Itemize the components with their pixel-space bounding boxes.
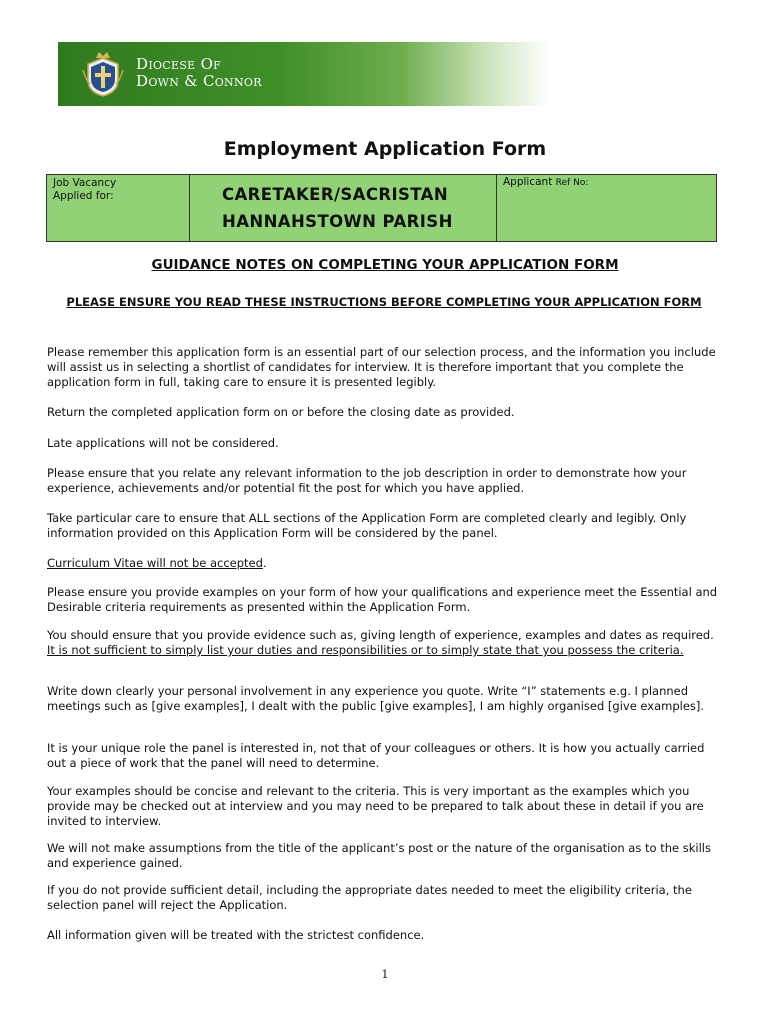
paragraph-late-applications: Late applications will not be considered. [47, 436, 279, 450]
evidence-text: You should ensure that you provide evidence such as, giving length of experience, examples and dates as required. [47, 628, 714, 642]
applicant-ref-cell[interactable] [497, 175, 717, 242]
evidence-underlined-text: It is not sufficient to simply list your duties and responsibilities or to simply state that you possess the criteria. [47, 643, 684, 657]
diocesan-crest-icon [80, 50, 126, 98]
paragraph-provide-examples: Please ensure you provide examples on your form of how your qualifications and experience meet the Essential and Desirable criteria requirements as presented within the Application Form. [47, 585, 718, 614]
diocese-name-line1: Diocese Of [136, 55, 222, 73]
vacancy-job-cell [190, 175, 497, 242]
page-number: 1 [381, 968, 389, 981]
paragraph-confidence: All information given will be treated with the strictest confidence. [47, 928, 425, 942]
vacancy-table [46, 174, 717, 242]
form-title: Employment Application Form [223, 138, 547, 160]
vacancy-label-line1: Job Vacancy [53, 177, 117, 189]
instructions-heading: PLEASE ENSURE YOU READ THESE INSTRUCTIONS BEFORE COMPLETING YOUR APPLICATION FORM [66, 295, 702, 309]
diocese-name-line2: Down & Connor [136, 72, 262, 90]
paragraph-selection-process: Please remember this application form is an essential part of our selection process, and the information you include will assist us in selecting a shortlist of candidates for interview. It is therefore important that you complete the application form in full, taking care to ensure it is presented legibly. [47, 345, 716, 389]
applicant-ref-label-small: Ref No: [555, 178, 589, 188]
paragraph-provide-evidence [47, 628, 723, 658]
parish-name: HANNAHSTOWN PARISH [222, 212, 453, 231]
vacancy-label-line2: Applied for: [53, 190, 114, 202]
paragraph-concise-examples: Your examples should be concise and relevant to the criteria. This is very important as the examples which you provide may be checked out at interview and you may need to be prepared to talk about these in detail if you are invited to interview. [47, 784, 704, 828]
paragraph-return-form: Return the completed application form on or before the closing date as provided. [47, 405, 515, 419]
paragraph-unique-role: It is your unique role the panel is interested in, not that of your colleagues or others. It is how you actually carried out a piece of work that the panel will need to determine. [47, 741, 705, 770]
guidance-title: GUIDANCE NOTES ON COMPLETING YOUR APPLICATION FORM [151, 257, 619, 273]
cv-not-accepted-text: Curriculum Vitae will not be accepted [47, 556, 263, 570]
paragraph-cv-not-accepted [47, 556, 723, 571]
paragraph-no-assumptions: We will not make assumptions from the title of the applicant’s post or the nature of the organisation as to the skills and experience gained. [47, 841, 711, 870]
diocese-banner [58, 42, 550, 106]
applicant-ref-label: Applicant [503, 176, 553, 188]
paragraph-relate-information: Please ensure that you relate any relevant information to the job description in order to demonstrate how your experience, achievements and/or potential fit the post for which you have applied. [47, 466, 687, 495]
diocese-name [136, 56, 262, 90]
paragraph-sufficient-detail: If you do not provide sufficient detail, including the appropriate dates needed to meet the eligibility criteria, the selection panel will reject the Application. [47, 883, 692, 912]
job-title: CARETAKER/SACRISTAN [222, 185, 449, 204]
cv-not-accepted-period: . [262, 556, 267, 570]
paragraph-personal-involvement: Write down clearly your personal involvement in any experience you quote. Write “I” statements e.g. I planned meetings such as [give examples], I dealt with the public [give examples], I am highly organised [give examples]. [47, 684, 705, 713]
vacancy-label-cell [47, 175, 190, 242]
paragraph-all-sections: Take particular care to ensure that ALL sections of the Application Form are completed clearly and legibly. Only information provided on this Application Form will be considered by the panel. [47, 511, 687, 540]
